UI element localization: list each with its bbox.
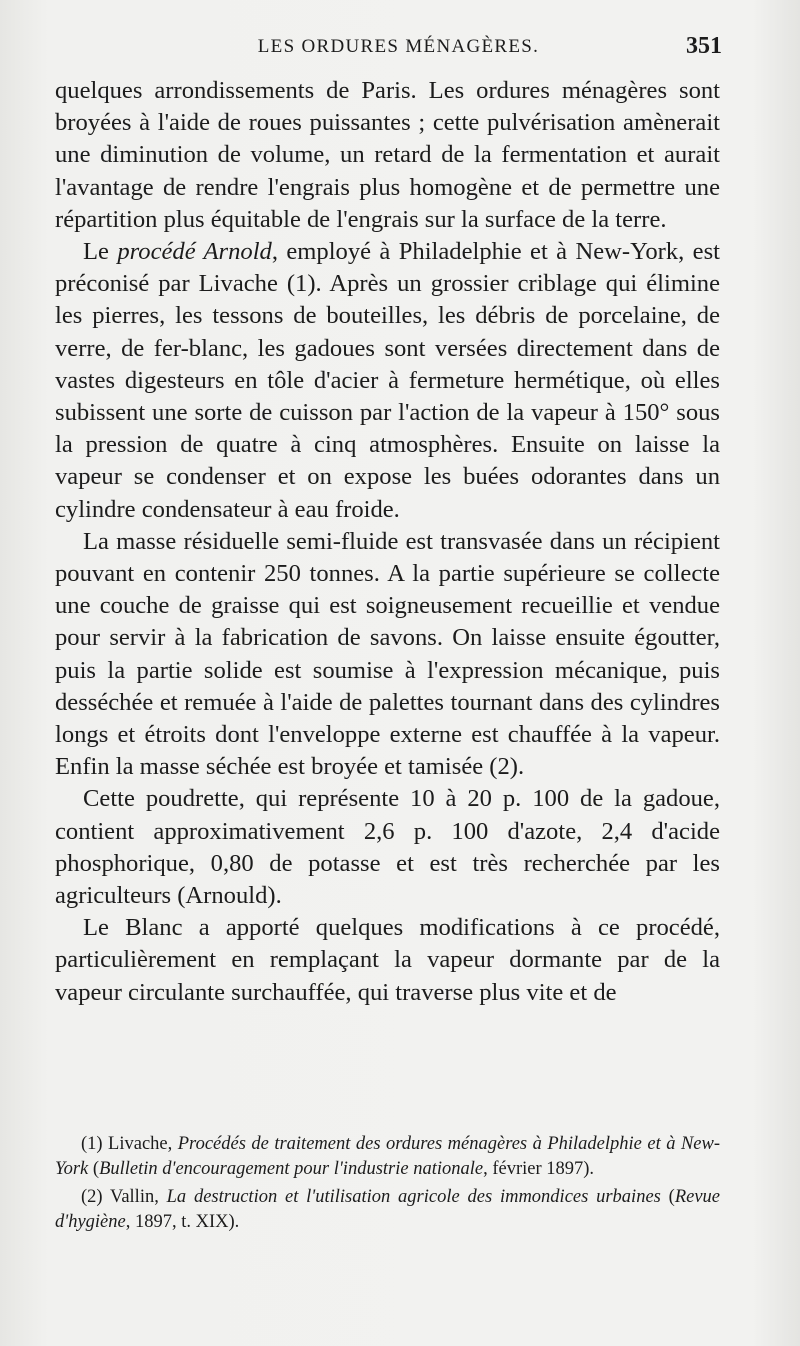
footnote-1-title: Procédés de traitement des ordures ménagères à Philadelphie et à New-York	[55, 1134, 720, 1179]
paragraph-continued: quelques arrondissements de Paris. Les ordures ménagères sont broyées à l'aide de roues puissantes ; cette pulvérisation amènerait une diminution de volume, un retard de la fermentation et aurait l'avantage de rendre l'engrais plus homogène et de permettre une répartition plus équitable de l'engrais sur la surface de la terre.	[55, 77, 720, 233]
page-number: 351	[686, 33, 722, 59]
footnote-2-sep: (	[660, 1187, 675, 1207]
footnotes	[55, 1132, 720, 1238]
paragraph-arnold-process	[55, 236, 720, 526]
main-text	[55, 75, 720, 1009]
footnote-2-title: La destruction et l'utilisation agricole des immondices urbaines	[166, 1187, 661, 1207]
footnote-1	[55, 1132, 720, 1182]
paragraph-text: , employé à Philadelphie et à New-York, est préconisé par Livache (1). Après un grossier criblage qui élimine les pierres, les tessons de bouteilles, les débris de porcelaine, de verre, de fer-blanc, les gadoues sont versées directement dans de vastes digesteurs en tôle d'acier à fermeture hermétique, où elles subissent une sorte de cuisson par l'action de la vapeur à 150° sous la pression de quatre à cinq atmosphères. Ensuite on laisse la vapeur se condenser et on expose les buées odorantes dans un cylindre condensateur à eau froide.	[55, 238, 720, 523]
paragraph-residual-mass: La masse résiduelle semi-fluide est transvasée dans un récipient pouvant en contenir 250 tonnes. A la partie supérieure se collecte une couche de graisse qui est soigneusement recueillie et vendue pour servir à la fabrication de savons. On laisse ensuite égoutter, puis la partie solide est soumise à l'expression mécanique, puis desséchée et remuée à l'aide de palettes tournant dans des cylindres longs et étroits dont l'enveloppe externe est chauffée à la vapeur. Enfin la masse séchée est broyée et tamisée (2).	[55, 527, 720, 781]
running-head: LES ORDURES MÉNAGÈRES.	[257, 36, 540, 57]
footnote-2	[55, 1185, 720, 1235]
footnote-2-author: (2) Vallin,	[81, 1187, 167, 1207]
footnote-2-journal: Revue d'hygiène	[55, 1187, 720, 1232]
footnote-1-sep: (	[88, 1159, 100, 1179]
footnote-1-journal: Bulletin d'encouragement pour l'industrie nationale	[99, 1159, 484, 1179]
footnote-2-date: , 1897, t. XIX).	[125, 1212, 240, 1232]
page-header	[55, 33, 722, 66]
paragraph-poudrette: Cette poudrette, qui représente 10 à 20 p. 100 de la gadoue, contient approximativement 2,6 p. 100 d'azote, 2,4 d'acide phosphorique, 0,80 de potasse et est très recherchée par les agriculteurs (Arnould).	[55, 785, 720, 910]
paragraph-le-blanc: Le Blanc a apporté quelques modifications à ce procédé, particulièrement en remplaçant la vapeur dormante par de la vapeur circulante surchauffée, qui traverse plus vite et de	[55, 914, 720, 1006]
footnote-1-date: , février 1897).	[483, 1159, 595, 1179]
process-name: procédé Arnold	[117, 238, 272, 266]
paragraph-lead: Le	[83, 238, 118, 266]
footnote-1-author: (1) Livache,	[81, 1134, 178, 1154]
